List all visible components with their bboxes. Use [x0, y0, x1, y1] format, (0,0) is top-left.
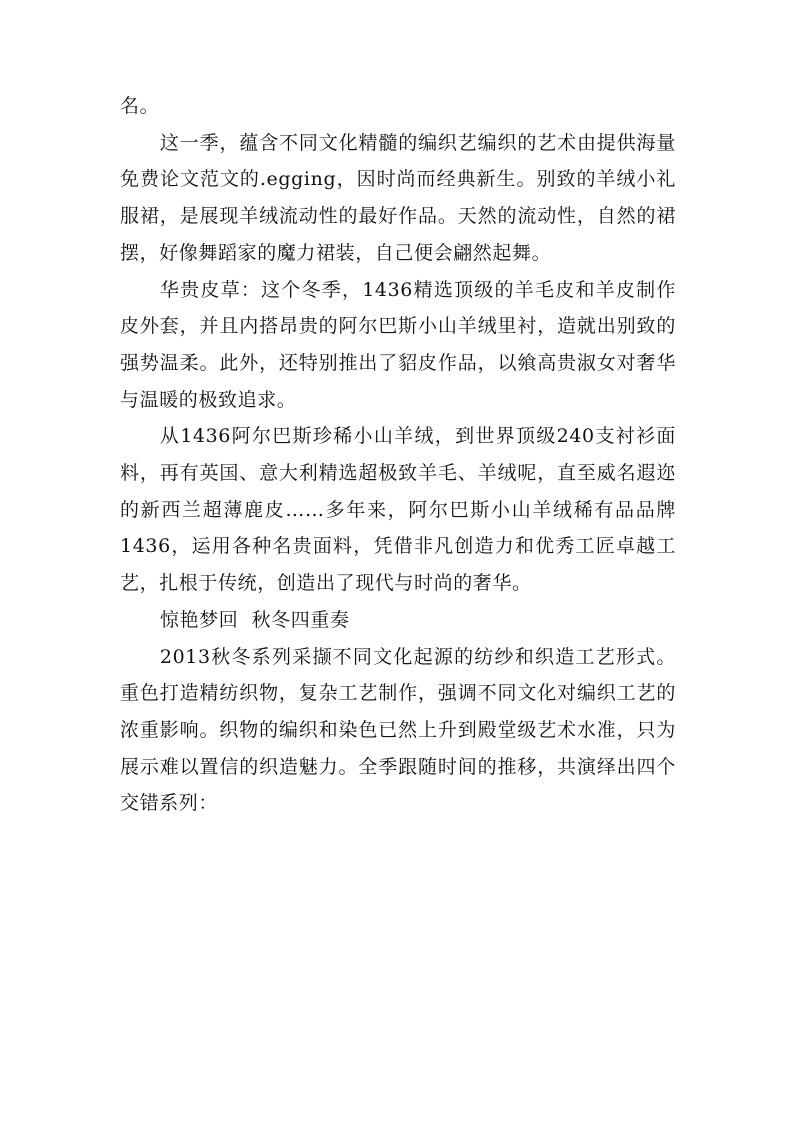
paragraph-autumn-winter-collection: 2013秋冬系列采撷不同文化起源的纺纱和织造工艺形式。重色打造精纺织物，复杂工艺制作，强调不同文化对编织工艺的浓重影响。织物的编织和染色已然上升到殿堂级艺术水准，只为展示难以置信的织造魅力。全季跟随时间的推移，共演绎出四个交错系列：: [120, 645, 676, 815]
paragraph-brand-materials: 从1436阿尔巴斯珍稀小山羊绒，到世界顶级240支衬衫面料，再有英国、意大利精选超极致羊毛、羊绒呢，直至威名遐迩的新西兰超薄鹿皮……多年来，阿尔巴斯小山羊绒稀有品品牌1436，运用各种名贵面料，凭借非凡创造力和优秀工匠卓越工艺，扎根于传统，创造出了现代与时尚的奢华。: [120, 425, 676, 595]
paragraph-luxury-fur: 华贵皮草：这个冬季，1436精选顶级的羊毛皮和羊皮制作皮外套，并且内搭昂贵的阿尔巴斯小山羊绒里衬，造就出别致的强势温柔。此外，还特别推出了貂皮作品，以飨高贵淑女对奢华与温暖的极致追求。: [120, 278, 676, 411]
section-heading: 惊艳梦回 秋冬四重奏: [159, 608, 350, 631]
paragraph-knitting-art: 这一季，蕴含不同文化精髓的编织艺编织的艺术由提供海量免费论文范文的.egging，因时尚而经典新生。别致的羊绒小礼服裙，是展现羊绒流动性的最好作品。天然的流动性，自然的裙摆，好像舞蹈家的魔力裙装，自己便会翩然起舞。: [120, 131, 676, 264]
body-text: [120, 88, 676, 822]
paragraph-continuation: 名。: [120, 95, 160, 117]
